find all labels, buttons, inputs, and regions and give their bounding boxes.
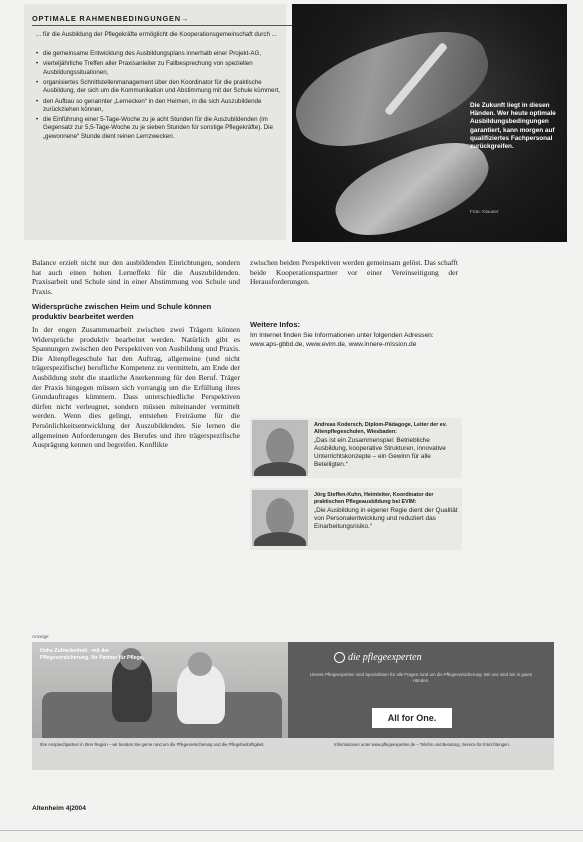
box-intro: ... für die Ausbildung der Pflegekräfte ermöglicht die Kooperationsgemeinschaft durch ... bbox=[36, 31, 277, 38]
advertisement[interactable] bbox=[32, 642, 554, 770]
footer-issue: Altenheim 4|2004 bbox=[32, 805, 86, 812]
ad-bottom-right-text: Informationen unter www.pflegeexperten.de – Telefon und Beratung, Service für Einrichtungen. bbox=[334, 742, 510, 747]
ad-photo bbox=[32, 642, 288, 738]
article-col1-top: Balance erzielt nicht nur den ausbildenden Einrichtungen, sondern hat auch einen hohen Lerneffekt für die Auszubildenden. Praxisarbeit und Schule sind in einer Abstimmung von Schule und Praxis. bbox=[32, 258, 240, 296]
box-title-rule bbox=[32, 25, 292, 26]
box-list bbox=[36, 50, 281, 143]
quote-block bbox=[250, 488, 462, 550]
footer-rule bbox=[0, 830, 583, 831]
bullet-icon: • bbox=[36, 78, 39, 86]
info-text: Im Internet finden Sie Informationen unter folgenden Adressen: www.aps-gbbd.de, www.evim.de, www.innere-mission.de bbox=[250, 332, 434, 348]
ad-brand-panel bbox=[288, 642, 554, 738]
article-subhead: Widersprüche zwischen Heim und Schule können produktiv bearbeitet werden bbox=[32, 302, 212, 321]
quote-text: „Die Ausbildung in eigener Regie dient der Qualität von Personalentwicklung und reduziert das Einarbeitungsrisiko.“ bbox=[314, 507, 458, 530]
article-col1-body: In der engen Zusammenarbeit zwischen zwei Trägern können Widersprüche produktiv bearbeitet werden. Natürlich gibt es Spannungen zwischen den Perspektiven von Ausbildung und Praxis. Die Altenpflegeschule hat den Auftrag, allgemeine (und nicht trägerspezifische) berufliche Kompetenz zu vermitteln, am Ende der Ausbildung steht die staatliche Anerkennung für den Beruf. Träger der Praxis hingegen müssen sich vorrangig um die Erfüllung ihres Grundauftrages kümmern. Dass unterschiedliche Perspektiven dürfen nicht verleugnet, sondern müssen miteinander vermittelt werden. Wenn dies gelingt, entstehen Freiräume für die Persönlichkeitsentwicklung der Auszubildenden. Sie lernen die allgemeinen Anforderungen des Berufes und ihre trägerspezifische Ausprägung kennen und begreifen. Konflikte bbox=[32, 325, 240, 450]
logo-icon bbox=[334, 652, 345, 663]
quote-name: Jörg Steffen-Kuhn, Heimleiter, Koordinator der praktischen Pflegeausbildung bei EVIM: bbox=[314, 492, 434, 505]
info-heading: Weitere Infos: bbox=[250, 320, 301, 329]
ad-label: Anzeige bbox=[32, 634, 49, 639]
photo-caption: Die Zukunft liegt in diesen Händen. Wer heute optimale Ausbildungsbedingungen garantiert, kann morgen auf qualifiziertes Fachpersonal zurückgreifen. bbox=[470, 102, 556, 151]
bullet-icon: • bbox=[36, 97, 39, 105]
list-item: • die gemeinsame Entwicklung des Ausbildungsplans innerhalb einer Projekt-AG, bbox=[36, 50, 262, 57]
list-item: • organisiertes Schnittstellenmanagement über den Koordinator für die praktische Ausbildung, der sich um die Kommunikation und Abstimmung mit der Schule kümmert, bbox=[36, 78, 280, 95]
list-item: • vierteljährliche Treffen aller Praxisanleiter zu Fallbesprechung von speziellen Ausbildungssituationen, bbox=[36, 60, 253, 76]
ad-description: Unsere Pflegeexperten sind Spezialisten für alle Fragen rund um die Pflegeversicherung. Bei uns sind Sie in guten Händen. bbox=[309, 672, 533, 683]
ad-tagline: Hohe Zufriedenheit - mit der Pflegeversicherung. Ihr Partner für Pflege. bbox=[40, 648, 145, 661]
avatar bbox=[252, 420, 308, 476]
info-box bbox=[24, 4, 286, 240]
ad-slogan-button[interactable]: All for One. bbox=[372, 708, 452, 728]
avatar bbox=[252, 490, 308, 546]
photo-credit: Foto: Klauser bbox=[470, 210, 499, 215]
quote-block bbox=[250, 418, 462, 478]
bullet-icon: • bbox=[36, 116, 39, 124]
quote-name: Andreas Kodersch, Diplom-Pädagoge, Leiter der ev. Altenpflegeschulen, Wiesbaden: bbox=[314, 422, 447, 435]
list-item: • den Aufbau so genannter „Lernecken“ in den Heimen, in die sich Auszubildende zurückziehen können, bbox=[36, 97, 262, 113]
box-title: OPTIMALE RAHMENBEDINGUNGEN→ bbox=[32, 14, 190, 23]
quote-text: „Das ist ein Zusammenspiel: Betriebliche Ausbildung, kooperative Strukturen, innovative Unterrichtskonzepte – ein Gewinn für alle Beteiligten.“ bbox=[314, 437, 446, 468]
article-col2-top: zwischen beiden Perspektiven werden gemeinsam gelöst. Das schafft beide Kooperationspartner vor einer Vereinseitigung der Herausforderungen. bbox=[250, 258, 458, 287]
bullet-icon: • bbox=[36, 50, 39, 57]
ad-logo: die pflegeexperten bbox=[348, 652, 422, 663]
ad-bottom-left-text: Ihre Ansprechpartner in Ihrer Region – wir beraten Sie gerne rund um die Pflegeversicherung und die Pflegebedürftigkeit. bbox=[40, 742, 265, 747]
bullet-icon: • bbox=[36, 60, 39, 68]
list-item: • die Einführung einer 5-Tage-Woche zu je acht Stunden für die Auszubildenden (im Gegensatz zur 5,5-Tage-Woche zu je sieben Stunden für sonstige Pflegekräfte). Die „gewonnene“ Stunde dient reinen Lernzwecken. bbox=[36, 116, 273, 140]
